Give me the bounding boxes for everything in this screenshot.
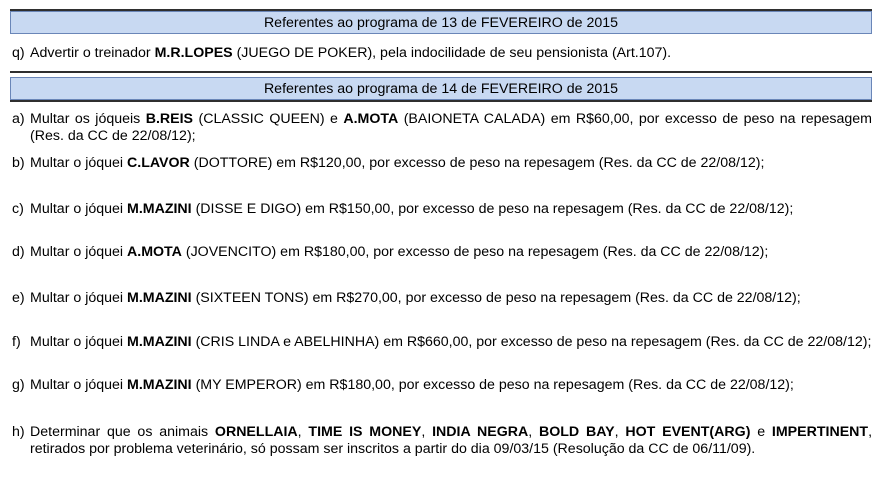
bold-name: BOLD BAY xyxy=(538,424,615,440)
item-text xyxy=(30,334,871,350)
text-run: (MY EMPEROR) em R$180,00, por excesso de peso na repesagem (Res. da CC de 22/08/12); xyxy=(191,377,794,393)
item-c xyxy=(10,201,872,218)
bold-name: A.MOTA xyxy=(343,111,399,127)
section-header-text: Referentes ao programa de 13 de FEVEREIRO de 2015 xyxy=(263,15,619,31)
text-run: Multar os jóqueis xyxy=(30,111,146,127)
bold-name: M.MAZINI xyxy=(127,334,192,350)
item-letter: d) xyxy=(12,244,25,260)
item-a xyxy=(10,111,872,145)
text-run: Multar o jóquei xyxy=(30,377,127,393)
text-run: (SIXTEEN TONS) em R$270,00, por excesso de peso na repesagem (Res. da CC de 22/08/12); xyxy=(191,290,801,306)
text-run: (JOVENCITO) em R$180,00, por excesso de peso na repesagem (Res. da CC de 22/08/12); xyxy=(181,244,769,260)
section-header-13-fev xyxy=(10,11,872,34)
item-q xyxy=(10,45,872,62)
text-run: , retirados por problema veterinário, só possam ser inscritos a partir do dia 09/03/15 (Resolução da CC de 06/11/09). xyxy=(30,424,873,457)
text-run: Advertir o treinador xyxy=(30,45,155,61)
item-text xyxy=(30,424,872,457)
text-run: Multar o jóquei xyxy=(30,290,127,306)
text-run: (BAIONETA CALADA) em R$60,00, por excesso de peso na repesagem (Res. da CC de 22/08/12); xyxy=(30,111,873,144)
bold-name: C.LAVOR xyxy=(127,155,190,171)
item-letter: g) xyxy=(12,377,25,393)
item-b xyxy=(10,155,872,172)
text-run: , xyxy=(614,424,626,440)
item-letter: f) xyxy=(12,334,21,350)
text-run: , xyxy=(297,424,309,440)
bold-name: HOT EVENT(ARG) xyxy=(625,424,751,440)
item-letter: c) xyxy=(12,201,24,217)
item-text xyxy=(30,155,764,171)
text-run: Determinar que os animais xyxy=(30,424,215,440)
bold-name: IMPERTINENT xyxy=(771,424,869,440)
text-run: (CRIS LINDA e ABELHINHA) em R$660,00, por excesso de peso na repesagem (Res. da CC de 22/08/12); xyxy=(191,334,872,350)
item-text xyxy=(30,111,872,144)
bold-name: M.MAZINI xyxy=(127,377,192,393)
text-run: (CLASSIC QUEEN) e xyxy=(193,111,344,127)
text-run: Multar o jóquei xyxy=(30,334,127,350)
item-letter: e) xyxy=(12,290,25,306)
text-run: , xyxy=(421,424,433,440)
item-e xyxy=(10,290,872,307)
item-text xyxy=(30,201,793,217)
separator-line xyxy=(10,100,872,102)
item-text xyxy=(30,290,801,306)
item-h xyxy=(10,424,872,458)
text-run: Multar o jóquei xyxy=(30,155,127,171)
text-run: Multar o jóquei xyxy=(30,201,127,217)
bold-name: A.MOTA xyxy=(127,244,182,260)
item-text xyxy=(30,244,768,260)
item-letter: a) xyxy=(12,111,25,127)
text-run: (JUEGO DE POKER), pela indocilidade de seu pensionista (Art.107). xyxy=(232,45,672,61)
item-text xyxy=(30,45,671,61)
text-run: (DOTTORE) em R$120,00, por excesso de peso na repesagem (Res. da CC de 22/08/12); xyxy=(189,155,765,171)
text-run: (DISSE E DIGO) em R$150,00, por excesso de peso na repesagem (Res. da CC de 22/08/12); xyxy=(191,201,794,217)
bold-name: INDIA NEGRA xyxy=(432,424,529,440)
item-letter: b) xyxy=(12,155,25,171)
section-header-14-fev xyxy=(10,77,872,100)
bold-name: M.MAZINI xyxy=(127,201,192,217)
separator-line xyxy=(10,71,872,73)
item-letter: h) xyxy=(12,424,25,440)
bold-name: M.MAZINI xyxy=(127,290,192,306)
text-run: , xyxy=(528,424,539,440)
bold-name: ORNELLAIA xyxy=(214,424,298,440)
bold-name: B.REIS xyxy=(145,111,194,127)
item-text xyxy=(30,377,794,393)
item-d xyxy=(10,244,872,261)
section-header-text: Referentes ao programa de 14 de FEVEREIRO de 2015 xyxy=(263,81,619,97)
item-letter: q) xyxy=(12,45,25,61)
bold-name: TIME IS MONEY xyxy=(308,424,422,440)
bold-name: M.R.LOPES xyxy=(154,45,233,61)
item-g xyxy=(10,377,872,394)
text-run: Multar o jóquei xyxy=(30,244,127,260)
item-f xyxy=(10,334,872,351)
text-run: e xyxy=(750,424,772,440)
